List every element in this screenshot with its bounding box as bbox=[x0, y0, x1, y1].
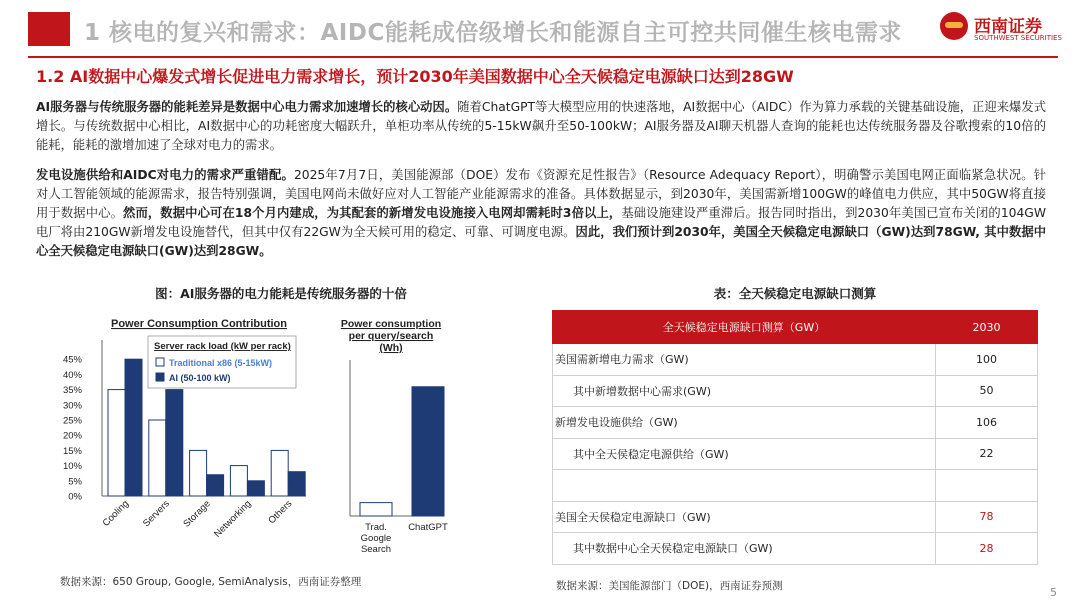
table-row-label: 其中全天侯稳定电源供给（GW) bbox=[553, 438, 936, 470]
header-divider bbox=[28, 56, 1058, 58]
chart1-bar-ai bbox=[207, 475, 224, 496]
power-gap-table bbox=[552, 310, 1038, 565]
chart2-x-tick: Google bbox=[360, 533, 392, 544]
chart1-y-tick: 10% bbox=[62, 461, 82, 473]
power-consumption-chart bbox=[56, 310, 526, 572]
chart2-title-line: Power consumption bbox=[340, 318, 442, 330]
chart1-x-tick: Others bbox=[266, 498, 295, 527]
chart1-bar-traditional bbox=[149, 420, 166, 496]
chart2-bar bbox=[360, 503, 392, 516]
chart1-legend-swatch bbox=[156, 358, 164, 366]
table-row-label: 其中数据中心全天侯稳定电源缺口（GW) bbox=[553, 533, 936, 565]
chart1-bar-ai bbox=[288, 472, 305, 496]
chart1-bar-ai bbox=[247, 481, 264, 496]
section-title: 1.2 AI数据中心爆发式增长促进电力需求增长，预计2030年美国数据中心全天候稳定电源缺口达到28GW bbox=[36, 67, 794, 86]
chart1-bar-ai bbox=[125, 359, 142, 496]
chart2-title-line: (Wh) bbox=[379, 342, 403, 354]
table-row bbox=[553, 470, 1038, 502]
chart1-x-tick: Networking bbox=[212, 498, 254, 540]
chart1-legend-label: AI (50-100 kW) bbox=[169, 373, 231, 383]
page-title: 1 核电的复兴和需求：AIDC能耗成倍级增长和能源自主可控共同催生核电需求 bbox=[84, 20, 902, 46]
table-source: 数据来源：美国能源部门（DOE)，西南证券预测 bbox=[556, 580, 783, 592]
paragraph-supply-mismatch bbox=[36, 166, 1046, 261]
chart1-bar-traditional bbox=[190, 450, 207, 496]
paragraph-ai-server-energy bbox=[36, 98, 1046, 155]
table-row-value: 106 bbox=[936, 407, 1038, 439]
table-header-label: 全天候稳定电源缺口测算（GW） bbox=[553, 311, 936, 344]
logo-name: 西南证券 bbox=[974, 17, 1042, 37]
paragraph2-emphasis1: 然而，数据中心可在18个月内建成，为其配套的新增发电设施接入电网却需耗时3倍以上， bbox=[123, 206, 622, 220]
chart1-y-tick: 5% bbox=[68, 476, 82, 488]
logo-mark-icon bbox=[940, 12, 968, 40]
table-row bbox=[553, 407, 1038, 439]
chart1-legend-label: Traditional x86 (5-15kW) bbox=[169, 358, 273, 368]
figure-source: 数据来源：650 Group, Google, SemiAnalysis，西南证券整理 bbox=[60, 576, 362, 588]
chart1-y-tick: 15% bbox=[62, 445, 82, 457]
paragraph1-lead: AI服务器与传统服务器的能耗差异是数据中心电力需求加速增长的核心动因。 bbox=[36, 100, 458, 114]
table-row-label: 新增发电设施供给（GW) bbox=[553, 407, 936, 439]
chart1-y-tick: 30% bbox=[62, 400, 82, 412]
chart1-x-tick: Cooling bbox=[100, 498, 132, 529]
table-header-year: 2030 bbox=[936, 311, 1038, 344]
chart1-bar-traditional bbox=[108, 390, 125, 496]
chart1-bar-traditional bbox=[230, 466, 247, 496]
chart1-y-tick: 40% bbox=[62, 369, 82, 381]
chart1-legend-swatch bbox=[156, 373, 164, 381]
table-row-label: 其中新增数据中心需求(GW) bbox=[553, 375, 936, 407]
company-logo bbox=[940, 10, 1060, 50]
chart1-title: Power Consumption Contribution bbox=[111, 318, 287, 330]
figure-caption: 图：AI服务器的电力能耗是传统服务器的十倍 bbox=[155, 286, 407, 301]
table-row-label: 美国需新增电力需求（GW) bbox=[553, 344, 936, 376]
table-caption: 表：全天候稳定电源缺口测算 bbox=[713, 286, 877, 301]
chart2-title-line: per query/search bbox=[348, 330, 434, 342]
chart1-y-tick: 20% bbox=[62, 430, 82, 442]
chart2-bar bbox=[412, 387, 444, 516]
table-row-label bbox=[553, 470, 936, 502]
chart1-y-tick: 45% bbox=[62, 354, 82, 366]
chart2-x-tick: ChatGPT bbox=[408, 522, 448, 533]
chart1-y-tick: 35% bbox=[62, 385, 82, 397]
table-row bbox=[553, 533, 1038, 565]
table-row bbox=[553, 344, 1038, 376]
chart1-bar-traditional bbox=[271, 450, 288, 496]
table-row-value: 28 bbox=[936, 533, 1038, 565]
table-row-label: 美国全天侯稳定电源缺口（GW) bbox=[553, 501, 936, 533]
chart1-x-tick: Storage bbox=[181, 498, 213, 530]
chart1-y-tick: 25% bbox=[62, 415, 82, 427]
header bbox=[0, 0, 1080, 56]
paragraph1-body: 随着ChatGPT等大模型应用的快速落地，AI数据中心（AIDC）作为算力承载的关键基础设施，正迎来爆发式增长。与传统数据中心相比，AI数据中心的功耗密度大幅跃升，单柜功率从传统的5-15kW飙升至50-100kW；AI服务器及AI聊天机器人查询的能耗也达传统服务器及谷歌搜索的10倍的能耗，能耗的激增加速了全球对电力的需求。 bbox=[36, 100, 1047, 152]
table-row-value: 78 bbox=[936, 501, 1038, 533]
table-row bbox=[553, 501, 1038, 533]
chart2-x-tick: Search bbox=[360, 544, 392, 555]
header-accent-block bbox=[28, 12, 70, 46]
paragraph2-body2: 基础设施建设严重滞后。报告同时指出，到2030年美国已宣布关闭的104GW电厂将由210GW新增发电设施替代，但其中仅有22GW为全天候可用的稳定、可靠、可调度电源。 bbox=[36, 206, 1046, 239]
paragraph2-body1: 2025年7月7日，美国能源部（DOE）发布《资源充足性报告》（Resource Adequacy Report），明确警示美国电网正面临紧急状况。针对人工智能领域的能源需求，报告特别强调，美国电网尚未做好应对人工智能产业能源需求的准备。具体数据显示，到2030年，美国需新增100GW的峰值电力供应，其中50GW将直接用于数据中心。 bbox=[36, 168, 1046, 220]
chart1-legend-title: Server rack load (kW per rack) bbox=[154, 341, 291, 352]
table-header-row bbox=[553, 311, 1038, 344]
table-row bbox=[553, 438, 1038, 470]
logo-subtitle: SOUTHWEST SECURITIES bbox=[974, 34, 1062, 42]
table-row-value: 50 bbox=[936, 375, 1038, 407]
table-row bbox=[553, 375, 1038, 407]
paragraph2-conclusion: 因此，我们预计到2030年，美国全天候稳定电源缺口（GW)达到78GW, 其中数据中心全天候稳定电源缺口(GW)达到28GW。 bbox=[36, 225, 1046, 258]
power-consumption-figure bbox=[56, 310, 526, 572]
chart1-bar-ai bbox=[166, 390, 183, 496]
chart2-x-tick: Trad. bbox=[365, 522, 387, 533]
chart1-x-tick: Servers bbox=[140, 498, 172, 530]
table-row-value: 22 bbox=[936, 438, 1038, 470]
table-row-value: 100 bbox=[936, 344, 1038, 376]
chart1-y-tick: 0% bbox=[68, 491, 82, 503]
table-row-value bbox=[936, 470, 1038, 502]
page-number: 5 bbox=[1050, 586, 1057, 599]
paragraph2-lead: 发电设施供给和AIDC对电力的需求严重错配。 bbox=[36, 168, 294, 182]
